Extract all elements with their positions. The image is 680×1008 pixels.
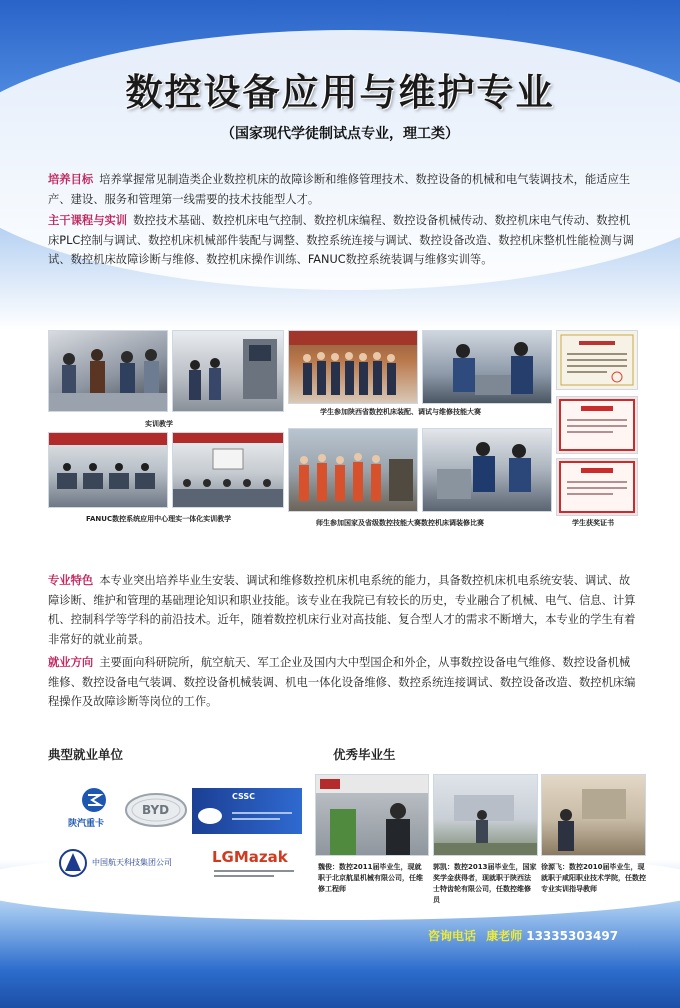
feature-label: 专业特色 <box>48 574 94 587</box>
photo-practice-2 <box>172 330 284 412</box>
goal-text: 培养掌握常见制造类企业数控机床的故障诊断和维修管理技术、数控设备的机械和电气装调技术，能适应生产、建设、服务和管理第一线需要的技术技能型人才。 <box>48 173 631 206</box>
photo-national-1 <box>288 428 418 512</box>
graduate-photo-1 <box>315 774 429 856</box>
casc-logo <box>58 848 198 882</box>
mazak-logo <box>212 848 302 882</box>
caption-practice: 实训教学 <box>145 420 173 428</box>
photo-national-2 <box>422 428 552 512</box>
caption-national: 师生参加国家及省级数控技能大赛数控机床调装修比赛 <box>316 519 484 527</box>
byd-logo <box>124 792 188 828</box>
feature-text: 本专业突出培养毕业生安装、调试和维修数控机床机电系统的能力，具备数控机床机电系统安装、调试、故障诊断、维护和管理的基础理论知识和职业技能。该专业在我院已有较长的历史，专业融合了机械、电气、信息、计算机、控制科学等学科的前沿技术。近年，随着数控机床行业对高技能、复合型人才的需求不断增大，本专业的学生有着非常好的就业前景。 <box>48 574 636 646</box>
photo-contest-team <box>288 330 418 404</box>
employers-heading: 典型就业单位 <box>48 747 124 762</box>
poster-title: 数控设备应用与维护专业 <box>125 71 555 114</box>
goal-label: 培养目标 <box>48 173 94 186</box>
graduate-caption-3: 徐源飞：数控2010届毕业生，现就职于咸阳职业技术学院，任数控专业实训指导教师 <box>541 863 646 893</box>
main-courses <box>48 211 638 270</box>
contact-line <box>428 927 618 944</box>
contact-label: 咨询电话 <box>428 929 477 943</box>
course-label: 主干课程与实训 <box>48 214 128 227</box>
logo-cssc-text: CSSC <box>232 792 256 801</box>
photo-practice-1 <box>48 330 168 412</box>
caption-contest: 学生参加陕西省数控机床装配、调试与维修技能大赛 <box>320 408 481 416</box>
caption-awards: 学生获奖证书 <box>572 519 614 527</box>
job-text: 主要面向科研院所，航空航天、军工企业及国内大中型国企和外企，从事数控设备电气维修、数控设备机械维修、数控设备电气装调、数控设备机械装调、机电一体化设备维修、数控系统连接调试、数控设备改造、数控机床编程操作及故障诊断等岗位的工作。 <box>48 656 636 708</box>
caption-fanuc: FANUC数控系统应用中心理实一体化实训教学 <box>86 515 232 523</box>
training-goal <box>48 170 638 209</box>
program-features <box>48 571 638 649</box>
logo-mazak-text: LGMazak <box>212 848 288 866</box>
photo-contest-work <box>422 330 552 404</box>
graduate-caption-2: 郭凯：数控2013届毕业生，国家奖学金获得者，现就职于陕西法士特齿轮有限公司，任数控维修员 <box>433 863 537 904</box>
logo-casc-text: 中国航天科技集团公司 <box>92 858 172 867</box>
contact-person: 康老师 <box>486 929 523 943</box>
graduate-photo-2 <box>433 774 538 856</box>
photo-fanuc-1 <box>48 432 168 508</box>
logo-shaanxi-text: 陕汽重卡 <box>68 819 105 829</box>
cssc-logo <box>192 788 302 834</box>
job-label: 就业方向 <box>48 656 94 669</box>
photo-certificate-3 <box>556 458 638 516</box>
photo-certificate-1 <box>556 330 638 390</box>
shaanxi-auto-logo <box>68 786 120 832</box>
course-text: 数控技术基础、数控机床电气控制、数控机床编程、数控设备机械传动、数控机床电气传动、数控机床PLC控制与调试、数控机床机械部件装配与调整、数控系统连接与调试、数控设备改造、数控机床整机性能检测与调试、数控机床故障诊断与维修、数控机床操作训练、FANUC数控系统装调与维修实训等。 <box>48 214 634 266</box>
logo-byd-text: BYD <box>142 803 170 817</box>
graduate-photo-3 <box>541 774 646 856</box>
poster-subtitle: （国家现代学徒制试点专业，理工类） <box>221 126 459 142</box>
photo-fanuc-2 <box>172 432 284 508</box>
graduate-caption-1: 魏俊：数控2011届毕业生，现就职于北京航星机械有限公司，任维修工程师 <box>318 863 423 893</box>
graduates-heading: 优秀毕业生 <box>333 747 396 762</box>
photo-certificate-2 <box>556 396 638 454</box>
career-direction <box>48 653 638 712</box>
contact-phone: 13335303497 <box>526 929 619 943</box>
